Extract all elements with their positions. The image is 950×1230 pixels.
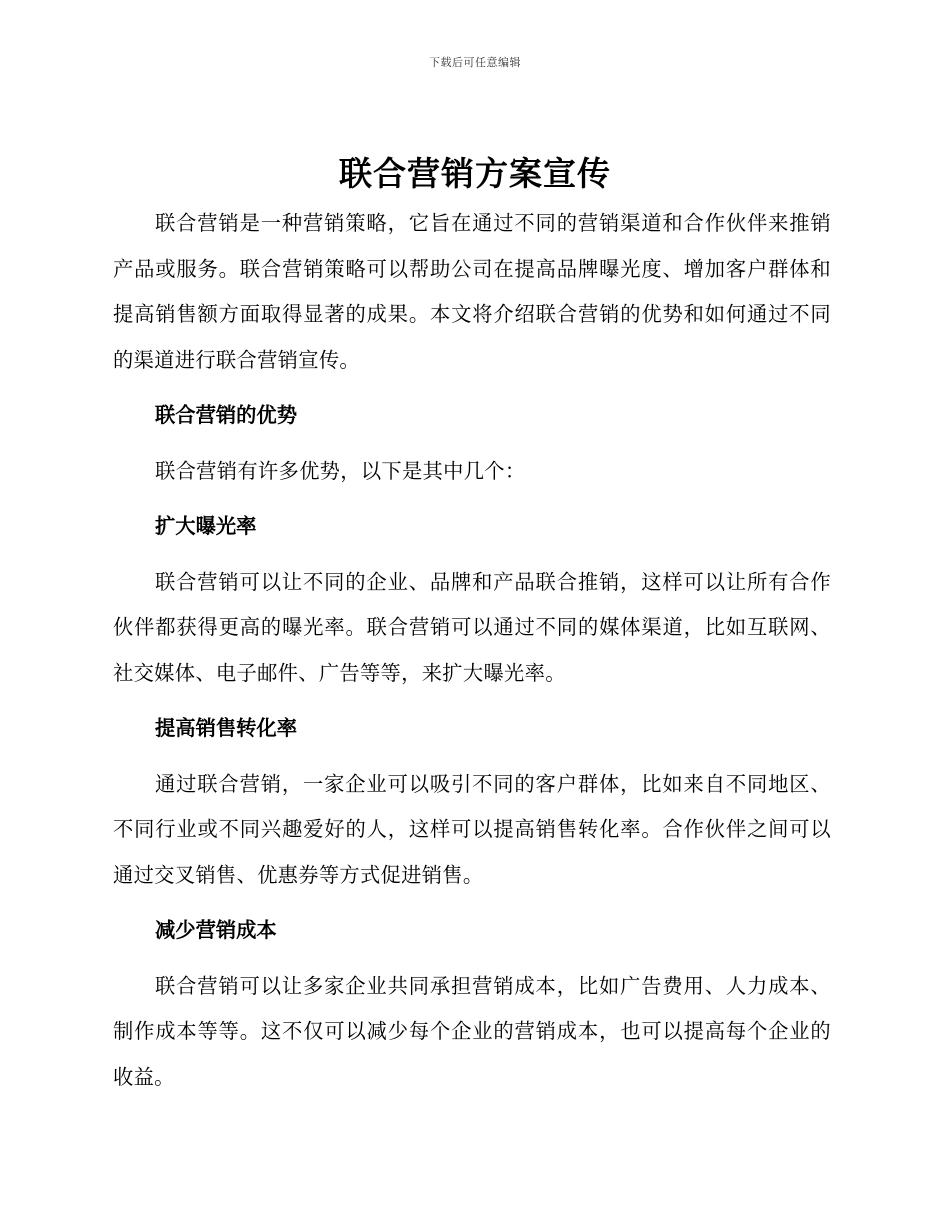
document-title: 联合营销方案宣传 <box>339 154 611 193</box>
intro-paragraph: 联合营销是一种营销策略，它旨在通过不同的营销渠道和合作伙伴来推销产品或服务。联合营销策略可以帮助公司在提高品牌曝光度、增加客户群体和提高销售额方面取得显著的成果。本文将介绍联合营销的优势和如何通过不同的渠道进行联合营销宣传。 <box>113 211 831 372</box>
point-heading-conversion: 提高销售转化率 <box>155 716 297 740</box>
point-text-exposure: 联合营销可以让不同的企业、品牌和产品联合推销，这样可以让所有合作伙伴都获得更高的曝光率。联合营销可以通过不同的媒体渠道，比如互联网、社交媒体、电子邮件、广告等等，来扩大曝光率。 <box>113 569 831 685</box>
section-heading: 联合营销的优势 <box>155 403 297 427</box>
point-heading-cost: 减少营销成本 <box>155 918 277 942</box>
document-body <box>113 201 831 1100</box>
header-note: 下载后可任意编辑 <box>429 56 521 69</box>
point-text-conversion: 通过联合营销，一家企业可以吸引不同的客户群体，比如来自不同地区、不同行业或不同兴趣爱好的人，这样可以提高销售转化率。合作伙伴之间可以通过交叉销售、优惠券等方式促进销售。 <box>113 771 831 887</box>
section-intro-paragraph: 联合营销有许多优势，以下是其中几个： <box>155 458 526 483</box>
point-text-cost: 联合营销可以让多家企业共同承担营销成本，比如广告费用、人力成本、制作成本等等。这不仅可以减少每个企业的营销成本，也可以提高每个企业的收益。 <box>113 973 831 1089</box>
point-heading-exposure: 扩大曝光率 <box>155 514 257 538</box>
